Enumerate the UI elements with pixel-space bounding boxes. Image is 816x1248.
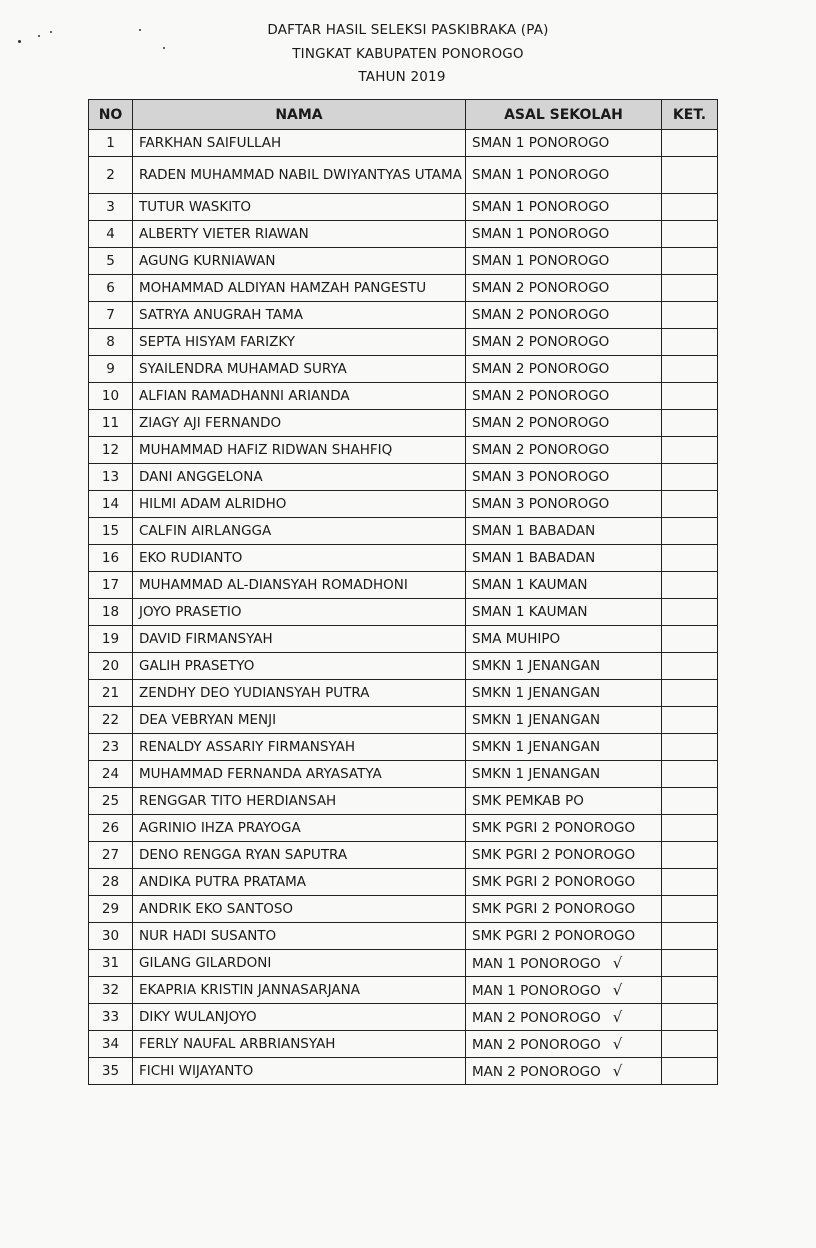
table-row [89, 1058, 718, 1085]
row-number: 23 [89, 734, 133, 761]
check-mark-icon: √ [612, 1035, 623, 1053]
check-mark-icon: √ [612, 954, 623, 972]
school-name: MAN 2 PONOROGO [472, 1010, 601, 1026]
school-cell [466, 130, 662, 157]
row-number: 11 [89, 410, 133, 437]
header-ket: KET. [662, 100, 718, 130]
school-cell [466, 734, 662, 761]
school-cell [466, 761, 662, 788]
student-name: ZIAGY AJI FERNANDO [133, 410, 466, 437]
check-mark-icon: √ [612, 1008, 623, 1026]
school-name: SMAN 1 BABADAN [472, 523, 596, 539]
school-name: MAN 2 PONOROGO [472, 1064, 601, 1080]
student-name: CALFIN AIRLANGGA [133, 518, 466, 545]
ket-cell [662, 194, 718, 221]
check-mark-icon: √ [612, 981, 623, 999]
row-number: 21 [89, 680, 133, 707]
school-cell [466, 1031, 662, 1058]
ket-cell [662, 572, 718, 599]
title-line-2: TINGKAT KABUPATEN PONOROGO [292, 46, 524, 62]
title-line-1: DAFTAR HASIL SELEKSI PASKIBRAKA (PA) [267, 22, 549, 38]
school-name: SMAN 1 PONOROGO [472, 226, 610, 242]
table-row [89, 302, 718, 329]
ket-cell [662, 1031, 718, 1058]
row-number: 25 [89, 788, 133, 815]
table-row [89, 157, 718, 194]
table-row [89, 950, 718, 977]
school-cell [466, 157, 662, 194]
ket-cell [662, 356, 718, 383]
school-cell [466, 950, 662, 977]
school-cell [466, 491, 662, 518]
school-name: SMAN 2 PONOROGO [472, 361, 610, 377]
scan-speck [18, 40, 21, 43]
student-name: DANI ANGGELONA [133, 464, 466, 491]
school-cell [466, 788, 662, 815]
ket-cell [662, 221, 718, 248]
student-name: TUTUR WASKITO [133, 194, 466, 221]
table-row [89, 194, 718, 221]
school-name: MAN 2 PONOROGO [472, 1037, 601, 1053]
student-name: MUHAMMAD FERNANDA ARYASATYA [133, 761, 466, 788]
school-name: SMAN 1 BABADAN [472, 550, 596, 566]
school-cell [466, 437, 662, 464]
school-name: SMAN 2 PONOROGO [472, 442, 610, 458]
student-name: ALBERTY VIETER RIAWAN [133, 221, 466, 248]
row-number: 33 [89, 1004, 133, 1031]
school-cell [466, 545, 662, 572]
student-name: MUHAMMAD AL-DIANSYAH ROMADHONI [133, 572, 466, 599]
school-cell [466, 1004, 662, 1031]
ket-cell [662, 869, 718, 896]
ket-cell [662, 761, 718, 788]
school-name: SMAN 3 PONOROGO [472, 469, 610, 485]
ket-cell [662, 545, 718, 572]
ket-cell [662, 734, 718, 761]
ket-cell [662, 815, 718, 842]
ket-cell [662, 518, 718, 545]
school-name: SMAN 2 PONOROGO [472, 415, 610, 431]
ket-cell [662, 437, 718, 464]
school-cell [466, 923, 662, 950]
table-row [89, 842, 718, 869]
ket-cell [662, 950, 718, 977]
school-name: SMKN 1 JENANGAN [472, 766, 601, 782]
table-row [89, 923, 718, 950]
table-row [89, 680, 718, 707]
row-number: 26 [89, 815, 133, 842]
table-row [89, 1031, 718, 1058]
table-row [89, 653, 718, 680]
table-row [89, 491, 718, 518]
ket-cell [662, 130, 718, 157]
ket-cell [662, 599, 718, 626]
school-name: SMAN 1 PONOROGO [472, 199, 610, 215]
table-row [89, 1004, 718, 1031]
table-row [89, 221, 718, 248]
school-name: SMK PEMKAB PO [472, 793, 584, 809]
student-name: MOHAMMAD ALDIYAN HAMZAH PANGESTU [133, 275, 466, 302]
school-name: MAN 1 PONOROGO [472, 956, 601, 972]
school-name: SMAN 1 PONOROGO [472, 253, 610, 269]
school-cell [466, 869, 662, 896]
ket-cell [662, 248, 718, 275]
school-cell [466, 896, 662, 923]
title-line-3: TAHUN 2019 [358, 69, 446, 85]
ket-cell [662, 707, 718, 734]
school-name: SMK PGRI 2 PONOROGO [472, 847, 636, 863]
school-cell [466, 977, 662, 1004]
school-cell [466, 275, 662, 302]
ket-cell [662, 410, 718, 437]
ket-cell [662, 896, 718, 923]
row-number: 1 [89, 130, 133, 157]
student-name: NUR HADI SUSANTO [133, 923, 466, 950]
row-number: 16 [89, 545, 133, 572]
table-row [89, 464, 718, 491]
student-name: ANDIKA PUTRA PRATAMA [133, 869, 466, 896]
row-number: 30 [89, 923, 133, 950]
student-name: DAVID FIRMANSYAH [133, 626, 466, 653]
student-name: JOYO PRASETIO [133, 599, 466, 626]
school-name: SMAN 1 KAUMAN [472, 604, 588, 620]
school-cell [466, 680, 662, 707]
table-row [89, 275, 718, 302]
row-number: 31 [89, 950, 133, 977]
school-cell [466, 194, 662, 221]
ket-cell [662, 302, 718, 329]
table-row [89, 761, 718, 788]
student-name: FERLY NAUFAL ARBRIANSYAH [133, 1031, 466, 1058]
row-number: 15 [89, 518, 133, 545]
row-number: 8 [89, 329, 133, 356]
row-number: 10 [89, 383, 133, 410]
student-name: GALIH PRASETYO [133, 653, 466, 680]
table-row [89, 545, 718, 572]
school-name: SMKN 1 JENANGAN [472, 712, 601, 728]
school-name: SMAN 2 PONOROGO [472, 280, 610, 296]
school-name: SMAN 2 PONOROGO [472, 388, 610, 404]
student-name: DENO RENGGA RYAN SAPUTRA [133, 842, 466, 869]
school-cell [466, 653, 662, 680]
school-cell [466, 599, 662, 626]
school-name: SMKN 1 JENANGAN [472, 658, 601, 674]
row-number: 5 [89, 248, 133, 275]
row-number: 13 [89, 464, 133, 491]
header-nama: NAMA [133, 100, 466, 130]
student-name: SATRYA ANUGRAH TAMA [133, 302, 466, 329]
row-number: 6 [89, 275, 133, 302]
ket-cell [662, 977, 718, 1004]
student-name: ALFIAN RAMADHANNI ARIANDA [133, 383, 466, 410]
student-name: SEPTA HISYAM FARIZKY [133, 329, 466, 356]
ket-cell [662, 491, 718, 518]
table-header-row [89, 100, 718, 130]
school-name: SMAN 2 PONOROGO [472, 307, 610, 323]
school-cell [466, 302, 662, 329]
school-name: SMAN 3 PONOROGO [472, 496, 610, 512]
row-number: 12 [89, 437, 133, 464]
ket-cell [662, 464, 718, 491]
student-name: GILANG GILARDONI [133, 950, 466, 977]
student-name: RADEN MUHAMMAD NABIL DWIYANTYAS UTAMA [133, 157, 466, 194]
header-asal-sekolah: ASAL SEKOLAH [466, 100, 662, 130]
ket-cell [662, 923, 718, 950]
table-row [89, 356, 718, 383]
student-name: SYAILENDRA MUHAMAD SURYA [133, 356, 466, 383]
ket-cell [662, 1058, 718, 1085]
student-name: EKO RUDIANTO [133, 545, 466, 572]
school-name: SMK PGRI 2 PONOROGO [472, 820, 636, 836]
school-name: SMAN 1 PONOROGO [472, 167, 610, 183]
student-name: RENGGAR TITO HERDIANSAH [133, 788, 466, 815]
student-name: EKAPRIA KRISTIN JANNASARJANA [133, 977, 466, 1004]
table-row [89, 130, 718, 157]
row-number: 3 [89, 194, 133, 221]
table-row [89, 626, 718, 653]
row-number: 27 [89, 842, 133, 869]
table-row [89, 248, 718, 275]
school-cell [466, 572, 662, 599]
student-name: FARKHAN SAIFULLAH [133, 130, 466, 157]
school-name: SMKN 1 JENANGAN [472, 685, 601, 701]
ket-cell [662, 626, 718, 653]
row-number: 28 [89, 869, 133, 896]
table-row [89, 896, 718, 923]
student-name: DEA VEBRYAN MENJI [133, 707, 466, 734]
row-number: 18 [89, 599, 133, 626]
school-cell [466, 626, 662, 653]
table-row [89, 518, 718, 545]
ket-cell [662, 383, 718, 410]
student-name: FICHI WIJAYANTO [133, 1058, 466, 1085]
table-row [89, 734, 718, 761]
row-number: 19 [89, 626, 133, 653]
school-name: SMK PGRI 2 PONOROGO [472, 874, 636, 890]
student-name: HILMI ADAM ALRIDHO [133, 491, 466, 518]
row-number: 32 [89, 977, 133, 1004]
school-cell [466, 518, 662, 545]
school-cell [466, 464, 662, 491]
header-no: NO [89, 100, 133, 130]
school-name: SMA MUHIPO [472, 631, 561, 647]
row-number: 14 [89, 491, 133, 518]
row-number: 17 [89, 572, 133, 599]
ket-cell [662, 329, 718, 356]
school-cell [466, 329, 662, 356]
school-name: SMAN 2 PONOROGO [472, 334, 610, 350]
school-name: SMK PGRI 2 PONOROGO [472, 901, 636, 917]
school-cell [466, 410, 662, 437]
table-row [89, 707, 718, 734]
table-row [89, 329, 718, 356]
check-mark-icon: √ [612, 1062, 623, 1080]
school-cell [466, 383, 662, 410]
school-name: SMK PGRI 2 PONOROGO [472, 928, 636, 944]
row-number: 20 [89, 653, 133, 680]
table-row [89, 572, 718, 599]
school-cell [466, 248, 662, 275]
school-cell [466, 1058, 662, 1085]
school-cell [466, 221, 662, 248]
school-name: SMAN 1 PONOROGO [472, 135, 610, 151]
school-cell [466, 815, 662, 842]
table-row [89, 599, 718, 626]
row-number: 7 [89, 302, 133, 329]
student-name: ZENDHY DEO YUDIANSYAH PUTRA [133, 680, 466, 707]
school-name: SMKN 1 JENANGAN [472, 739, 601, 755]
row-number: 9 [89, 356, 133, 383]
row-number: 24 [89, 761, 133, 788]
row-number: 34 [89, 1031, 133, 1058]
ket-cell [662, 653, 718, 680]
row-number: 29 [89, 896, 133, 923]
ket-cell [662, 275, 718, 302]
table-row [89, 788, 718, 815]
table-body [89, 130, 718, 1085]
row-number: 4 [89, 221, 133, 248]
selection-table [88, 99, 718, 1085]
ket-cell [662, 157, 718, 194]
school-name: MAN 1 PONOROGO [472, 983, 601, 999]
student-name: DIKY WULANJOYO [133, 1004, 466, 1031]
school-name: SMAN 1 KAUMAN [472, 577, 588, 593]
table-row [89, 815, 718, 842]
ket-cell [662, 788, 718, 815]
row-number: 22 [89, 707, 133, 734]
table-row [89, 437, 718, 464]
ket-cell [662, 842, 718, 869]
table-row [89, 383, 718, 410]
table-row [89, 977, 718, 1004]
table-row [89, 869, 718, 896]
student-name: MUHAMMAD HAFIZ RIDWAN SHAHFIQ [133, 437, 466, 464]
ket-cell [662, 1004, 718, 1031]
student-name: AGUNG KURNIAWAN [133, 248, 466, 275]
student-name: ANDRIK EKO SANTOSO [133, 896, 466, 923]
student-name: AGRINIO IHZA PRAYOGA [133, 815, 466, 842]
student-name: RENALDY ASSARIY FIRMANSYAH [133, 734, 466, 761]
table-row [89, 410, 718, 437]
school-cell [466, 842, 662, 869]
row-number: 35 [89, 1058, 133, 1085]
school-cell [466, 707, 662, 734]
school-cell [466, 356, 662, 383]
ket-cell [662, 680, 718, 707]
row-number: 2 [89, 157, 133, 194]
